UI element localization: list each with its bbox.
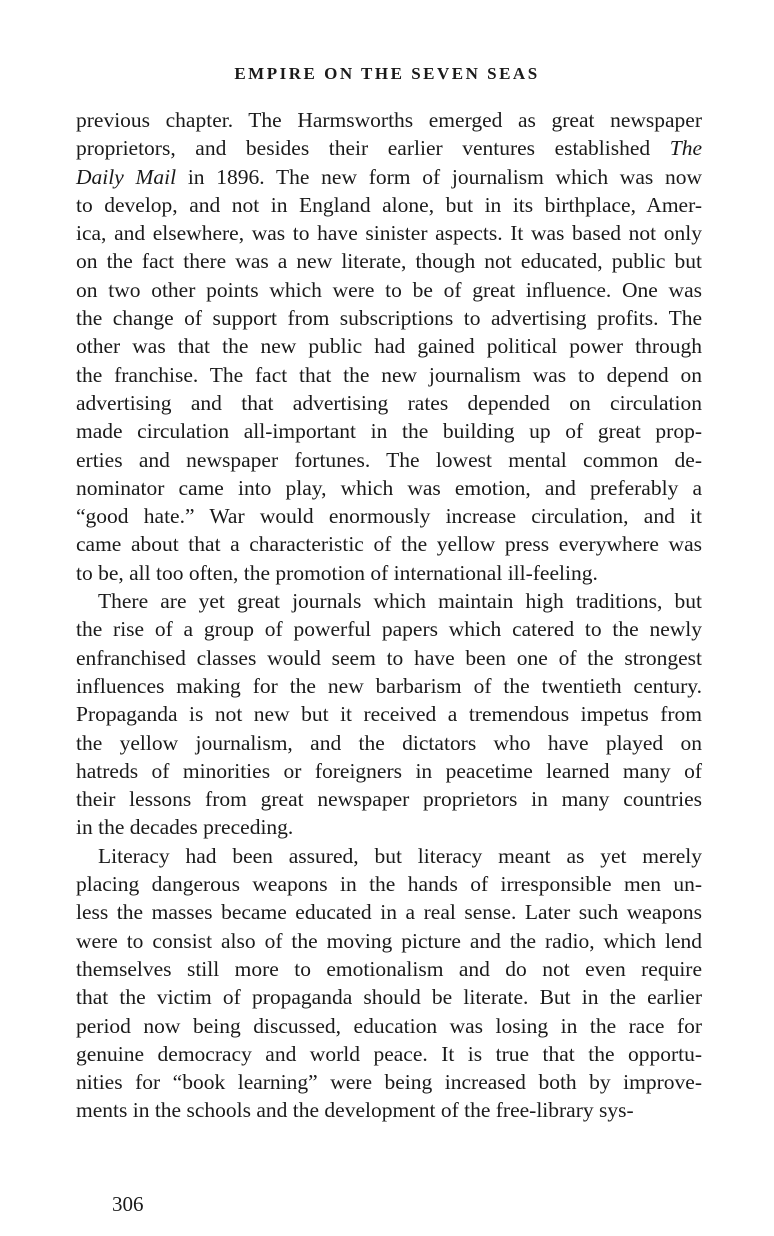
text-line: in the decades preceding. xyxy=(76,815,294,840)
paragraph-3 xyxy=(76,842,702,1125)
text-line: to be, all too often, the promotion of international ill-feeling. xyxy=(76,560,598,585)
text-line: ments in the schools and the development of the free-library sys- xyxy=(76,1098,634,1123)
text-line: nities for “book learning” were being increased both by improve- xyxy=(76,1070,702,1095)
text-line: the change of support from subscriptions to advertising profits. The xyxy=(76,306,702,331)
text-line: Literacy had been assured, but literacy meant as yet merely xyxy=(98,843,702,868)
text-line: hatreds of minorities or foreigners in peacetime learned many of xyxy=(76,758,702,783)
text-line: less the masses became educated in a real sense. Later such weapons xyxy=(76,900,702,925)
page-number: 306 xyxy=(112,1192,144,1216)
paragraph-1 xyxy=(76,106,702,587)
text-line: the yellow journalism, and the dictators who have played on xyxy=(76,730,702,755)
text-line: enfranchised classes would seem to have been one of the strongest xyxy=(76,645,702,670)
text-line: the franchise. The fact that the new journalism was to depend on xyxy=(76,362,702,387)
text-line: the rise of a group of powerful papers which catered to the newly xyxy=(76,617,702,642)
text-line: on the fact there was a new literate, though not educated, public but xyxy=(76,249,702,274)
text-line: Daily Mail in 1896. The new form of journalism which was now xyxy=(76,164,702,189)
text-line: proprietors, and besides their earlier ventures established The xyxy=(76,136,702,161)
text-line: were to consist also of the moving picture and the radio, which lend xyxy=(76,928,702,953)
text-line: advertising and that advertising rates depended on circulation xyxy=(76,390,702,415)
running-head: EMPIRE ON THE SEVEN SEAS xyxy=(234,64,540,83)
text-line: previous chapter. The Harmsworths emerged as great newspaper xyxy=(76,108,702,132)
text-line: that the victim of propaganda should be literate. But in the earlier xyxy=(76,985,702,1010)
text-line: their lessons from great newspaper proprietors in many countries xyxy=(76,787,702,812)
body-text xyxy=(76,106,702,1125)
text-line: erties and newspaper fortunes. The lowest mental common de- xyxy=(76,447,702,472)
text-line: period now being discussed, education was losing in the race for xyxy=(76,1013,702,1038)
paragraph-2 xyxy=(76,587,702,842)
text-line: genuine democracy and world peace. It is true that the opportu- xyxy=(76,1041,702,1066)
text-line: nominator came into play, which was emotion, and preferably a xyxy=(76,475,702,500)
text-line: placing dangerous weapons in the hands of irresponsible men un- xyxy=(76,872,702,897)
text-line: themselves still more to emotionalism and do not even require xyxy=(76,956,702,981)
text-line: “good hate.” War would enormously increase circulation, and it xyxy=(76,504,702,529)
text-line: other was that the new public had gained political power through xyxy=(76,334,702,359)
text-line: made circulation all-important in the building up of great prop- xyxy=(76,419,702,444)
text-line: on two other points which were to be of great influence. One was xyxy=(76,277,702,302)
text-line: influences making for the new barbarism of the twentieth century. xyxy=(76,673,702,698)
text-line: came about that a characteristic of the yellow press everywhere was xyxy=(76,532,702,557)
text-line: Propaganda is not new but it received a tremendous impetus from xyxy=(76,702,702,727)
text-line: ica, and elsewhere, was to have sinister aspects. It was based not only xyxy=(76,221,702,246)
text-line: There are yet great journals which maintain high traditions, but xyxy=(98,589,702,614)
text-line: to develop, and not in England alone, but in its birthplace, Amer- xyxy=(76,192,702,217)
